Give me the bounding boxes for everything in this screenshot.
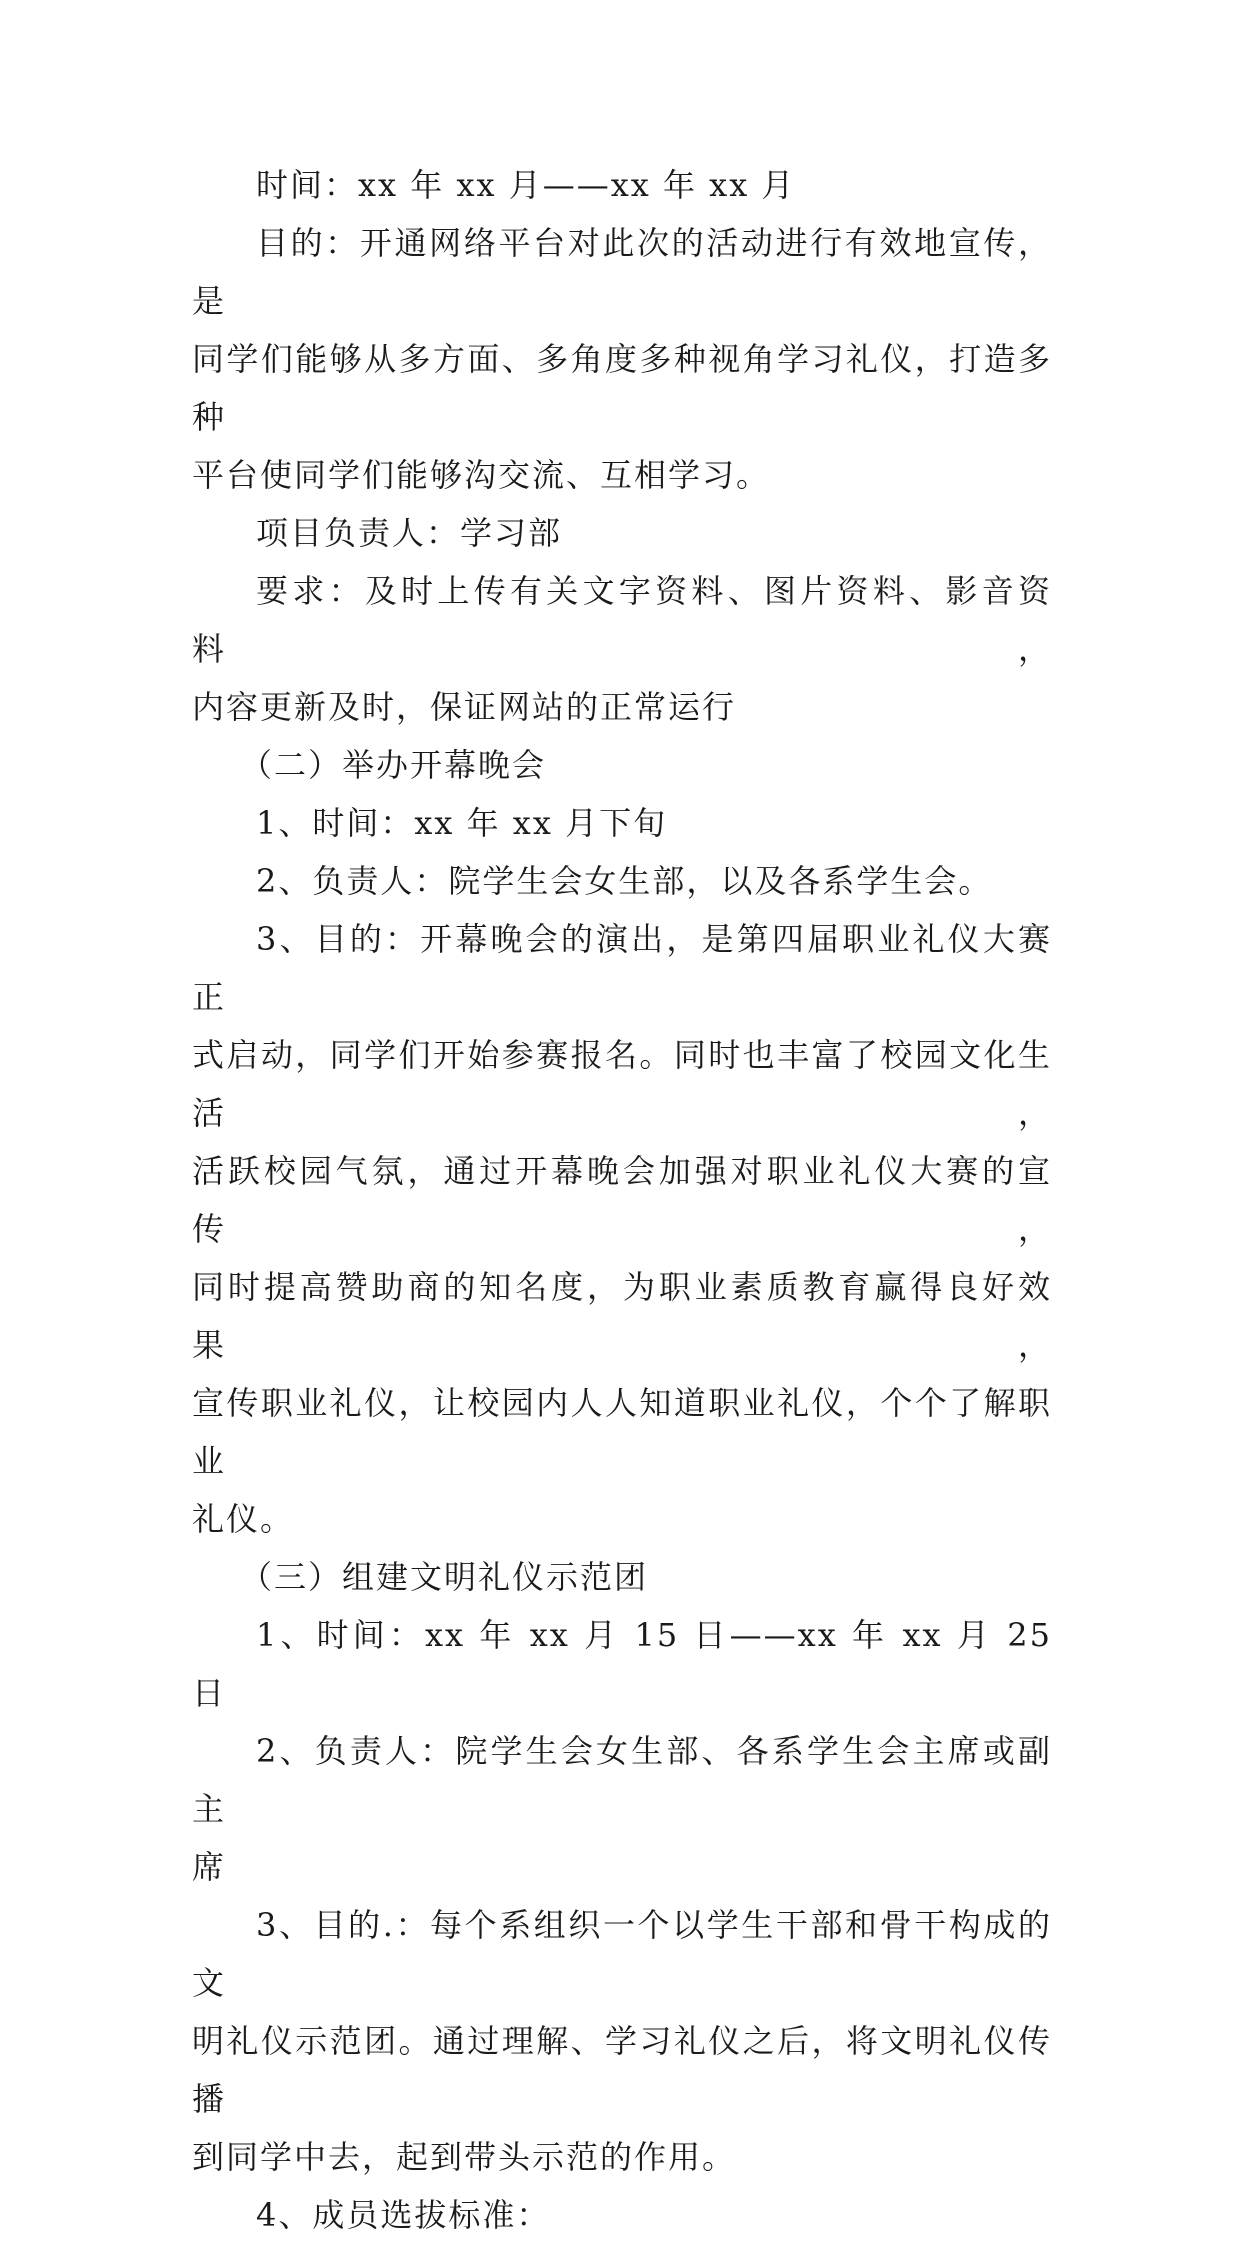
- paragraph-purpose-2: [192, 910, 1052, 1548]
- text-line: 礼仪。: [192, 1500, 295, 1538]
- text-line: 目的：开通网络平台对此次的活动进行有效地宣传，是: [192, 224, 1052, 320]
- text-line: 1、时间：xx 年 xx 月 15 日——xx 年 xx 月 25 日: [192, 1616, 1052, 1712]
- text-line: 要求：及时上传有关文字资料、图片资料、影音资料，: [192, 572, 1052, 668]
- text-line: 明礼仪示范团。通过理解、学习礼仪之后，将文明礼仪传播: [192, 2022, 1052, 2118]
- paragraph-requirements: [192, 562, 1052, 736]
- paragraph-time: [192, 156, 1052, 214]
- paragraph-purpose: [192, 214, 1052, 504]
- text-line: 宣传职业礼仪，让校园内人人知道职业礼仪，个个了解职业: [192, 1384, 1052, 1480]
- paragraph-time-2: [192, 794, 1052, 852]
- text-line: 时间：xx 年 xx 月——xx 年 xx 月: [256, 166, 796, 204]
- heading-text: （三）组建文明礼仪示范团: [240, 1558, 649, 1596]
- text-line: 3、目的：开幕晚会的演出，是第四届职业礼仪大赛正: [192, 920, 1052, 1016]
- text-line: 同时提高赞助商的知名度，为职业素质教育赢得良好效果，: [192, 1268, 1052, 1364]
- text-line: 4、成员选拔标准：: [256, 2196, 551, 2234]
- text-line: 到同学中去，起到带头示范的作用。: [192, 2138, 737, 2176]
- text-line: 式启动，同学们开始参赛报名。同时也丰富了校园文化生活，: [192, 1036, 1052, 1132]
- text-line: 3、目的.：每个系组织一个以学生干部和骨干构成的文: [192, 1906, 1052, 2002]
- heading-text: （二）举办开幕晚会: [240, 746, 547, 784]
- document-body: [192, 156, 1052, 2244]
- text-line: 项目负责人：学习部: [256, 514, 563, 552]
- paragraph-owner-3: [192, 1722, 1052, 1896]
- text-line: 2、负责人：院学生会女生部、各系学生会主席或副主: [192, 1732, 1052, 1828]
- text-line: 1、时间：xx 年 xx 月下旬: [256, 804, 668, 842]
- text-line: 内容更新及时，保证网站的正常运行: [192, 688, 737, 726]
- paragraph-selection-criteria: [192, 2186, 1052, 2244]
- paragraph-project-owner: [192, 504, 1052, 562]
- text-line: 2、负责人：院学生会女生部，以及各系学生会。: [256, 862, 993, 900]
- paragraph-owner-2: [192, 852, 1052, 910]
- section-heading-3: [192, 1548, 1052, 1606]
- section-heading-2: [192, 736, 1052, 794]
- text-line: 平台使同学们能够沟交流、互相学习。: [192, 456, 771, 494]
- paragraph-purpose-3: [192, 1896, 1052, 2186]
- paragraph-time-3: [192, 1606, 1052, 1722]
- text-line: 同学们能够从多方面、多角度多种视角学习礼仪，打造多种: [192, 340, 1052, 436]
- text-line: 席: [192, 1848, 227, 1886]
- text-line: 活跃校园气氛，通过开幕晚会加强对职业礼仪大赛的宣传，: [192, 1152, 1052, 1248]
